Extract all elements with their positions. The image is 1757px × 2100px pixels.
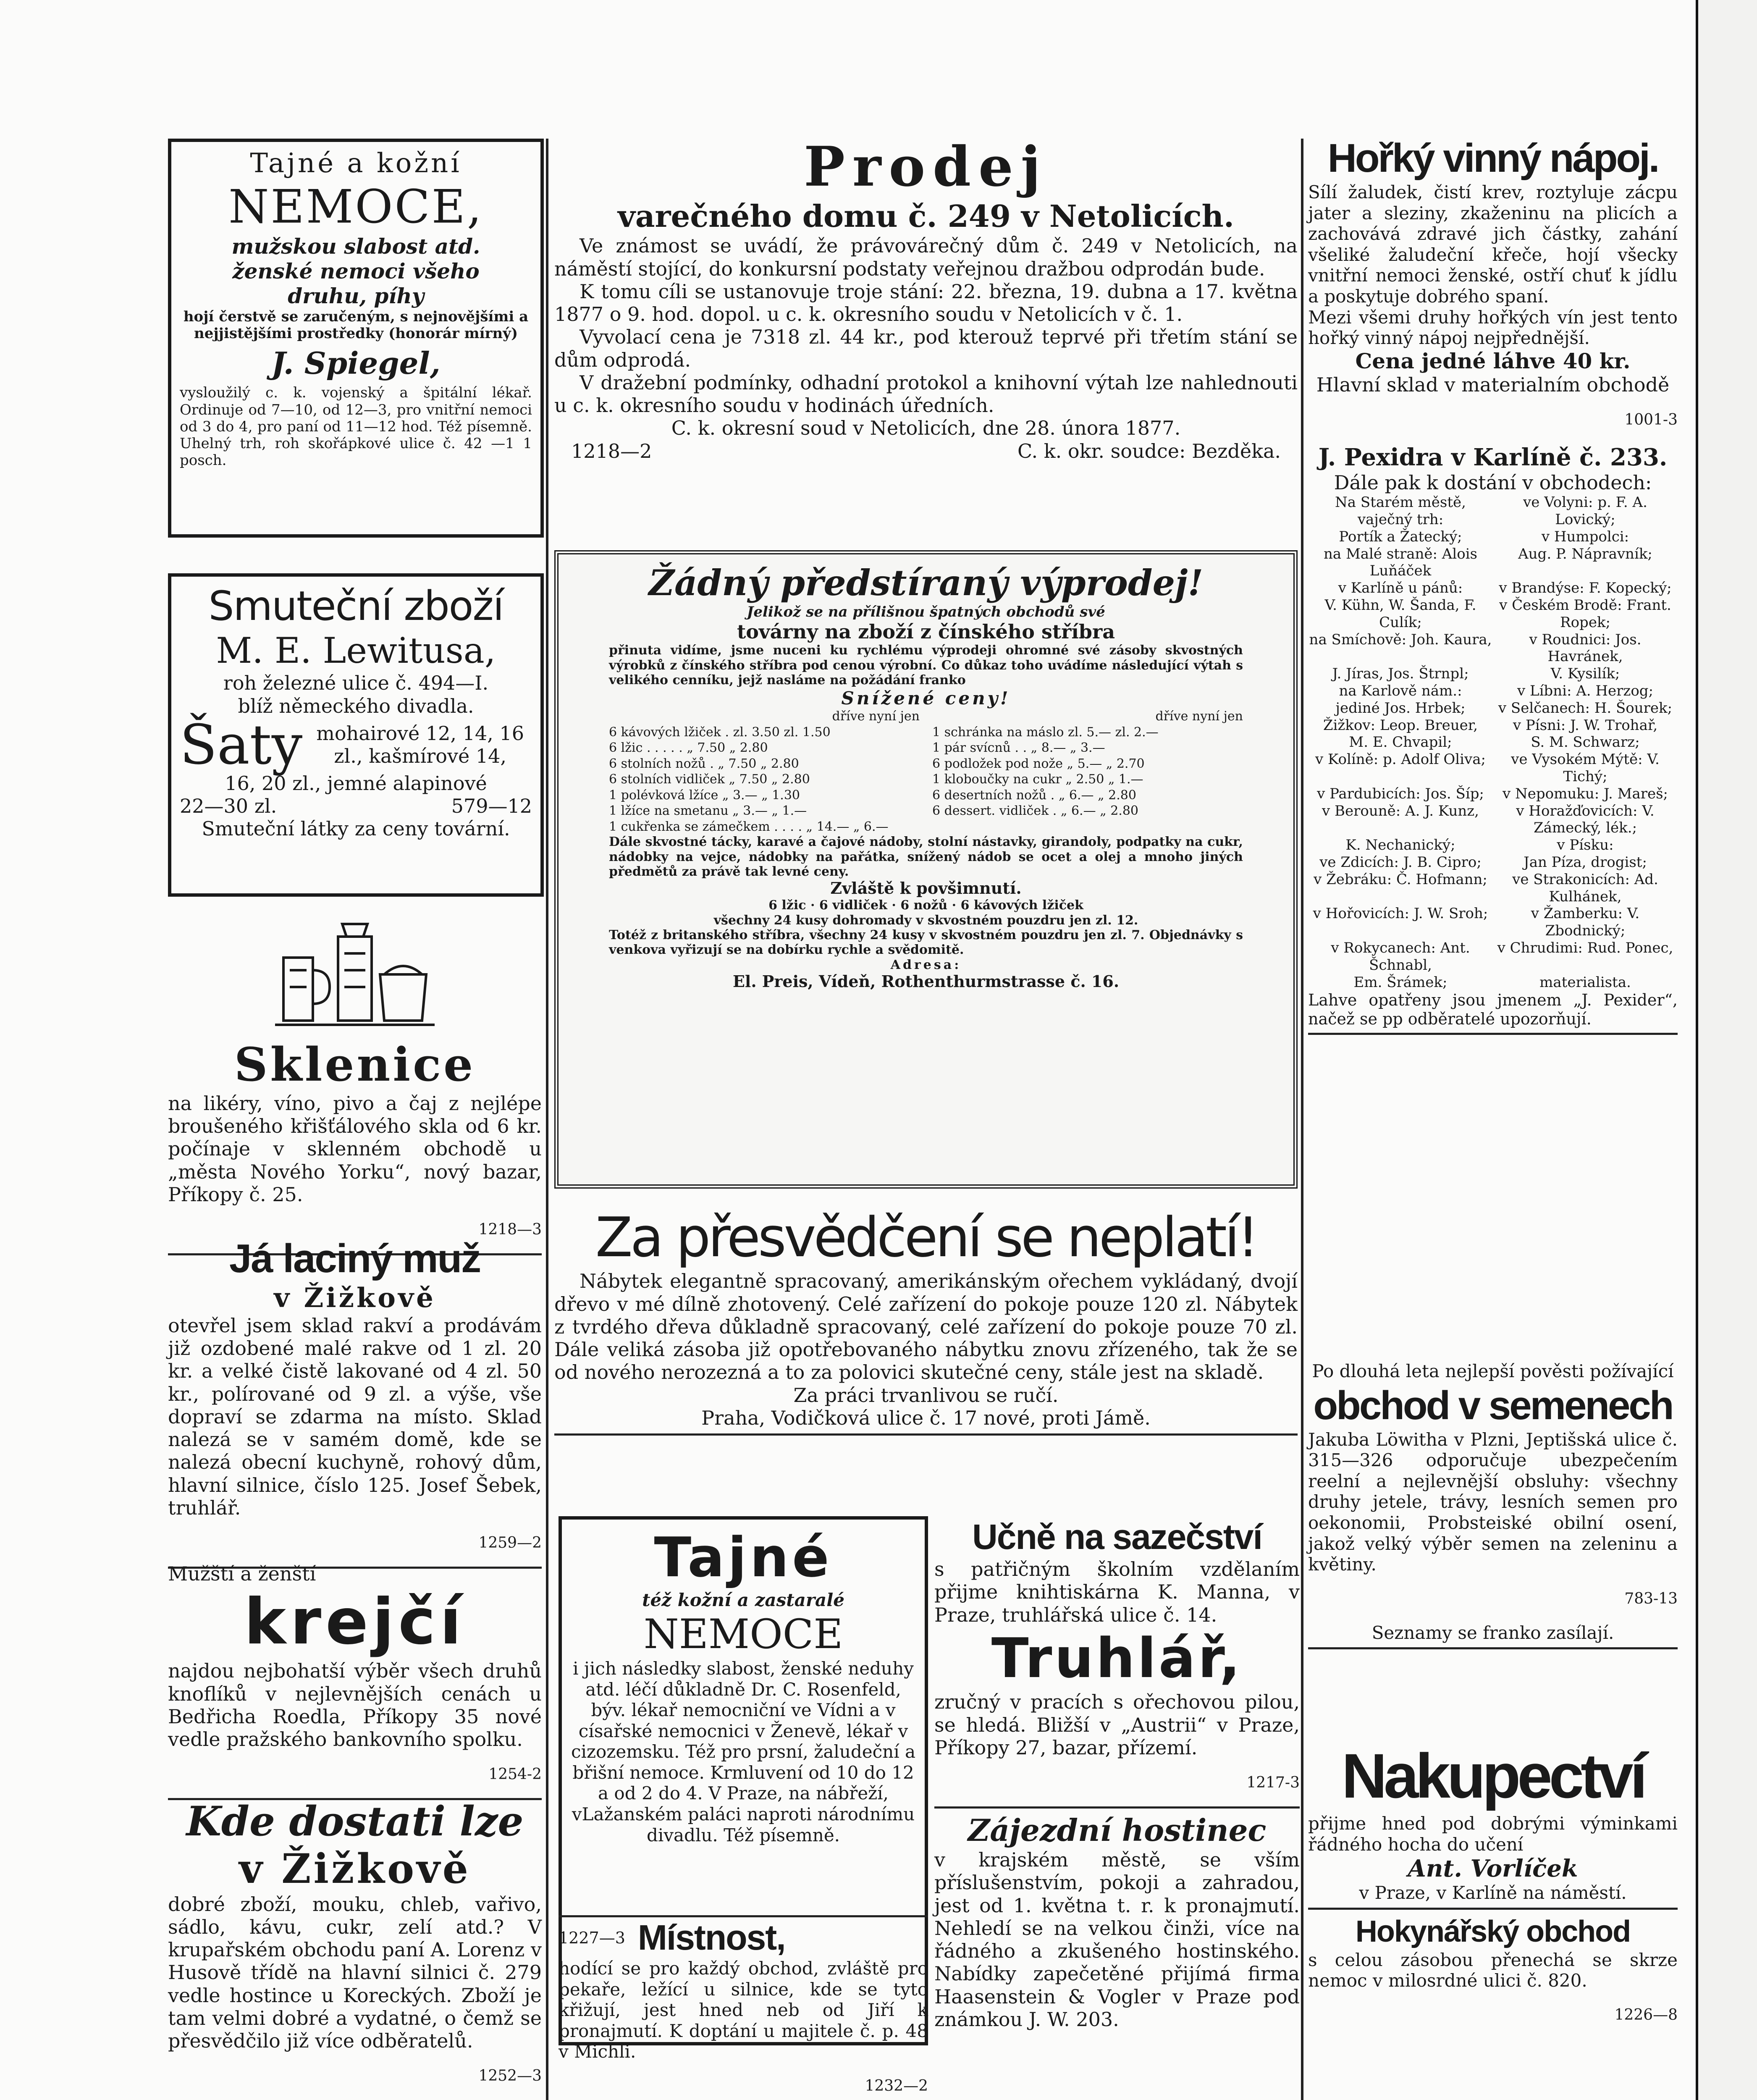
divider	[554, 1433, 1298, 1436]
price-row: 1 kloboučky na cukr „ 2.50 „ 1.—	[932, 772, 1143, 787]
mistnost-heading-row	[559, 1917, 928, 1958]
retailer-entry: J. Jíras, Jos. Štrnpl;	[1332, 665, 1469, 682]
retailer-entry: Jan Píza, drogist;	[1524, 853, 1647, 871]
retailer-entry: v Horažďovicích: V. Zámecký, lék.;	[1516, 802, 1655, 837]
retailer-entry: v Hořovicích: J. W. Sroh;	[1313, 905, 1488, 922]
ad-body: hojí čerstvě se zaručeným, s nejnovějšími a nejjistějšími prostředky (honorár mírný)	[183, 308, 529, 342]
ad-code: 1227—3	[559, 1928, 625, 1947]
retailer-entry: v Líbni: A. Herzog;	[1517, 682, 1654, 700]
ad-heading: Truhlář,	[991, 1626, 1243, 1690]
ad-line: druhu, píhy	[288, 284, 424, 309]
ad-right-col2	[934, 1516, 1300, 2031]
retailer-entry: v Roudnici: Jos. Havránek,	[1529, 631, 1642, 665]
ad-code: 1217-3	[1246, 1774, 1300, 1792]
ad-line: blíž německého divadla.	[238, 694, 474, 717]
ad-body: zručný v pracích s ořechovou pilou, se hledá. Bližší v „Austrii“ v Praze, Příkopy 27, bazar, přízemí.	[934, 1690, 1300, 1759]
ad-heading: Tajné	[654, 1525, 833, 1589]
ad-heading: Hokynářský obchod	[1355, 1914, 1631, 1948]
ad-code: 1001-3	[1624, 411, 1678, 428]
retailer-entry: v Selčanech: H. Šourek;	[1498, 699, 1673, 717]
retailer-entry: ve Zdicích: J. B. Cipro;	[1319, 853, 1482, 871]
ad-heading-large: NEMOCE	[643, 1610, 843, 1658]
ad-sklenice	[168, 911, 542, 1239]
ad-heading: Nakupectví	[1341, 1740, 1644, 1811]
ad-kde-dostati	[168, 1798, 542, 2100]
ad-heading: Místnost,	[637, 1918, 785, 1957]
ad-body: přinuta vidíme, jsme nuceni ku rychlému výprodeji ohromné své zásoby skvostných výrobků z čínského stříbra pod cenou výrobní. Co důkaz toho uvádíme následující výtah s velikého cenníku, jejž nasláme na požádání franko	[609, 643, 1243, 688]
ad-heading: Učně na sazečství	[972, 1517, 1262, 1557]
divider	[1308, 1647, 1678, 1649]
price-table	[609, 709, 1243, 835]
ad-smutecni-zbozi	[168, 573, 544, 897]
retailer-entry: v Nepomuku: J. Mareš;	[1503, 785, 1668, 802]
ad-laciny-muz	[168, 1235, 542, 1571]
ad-body: Nábytek elegantně spracovaný, amerikánským ořechem vykládaný, dvojí dřevo v mé dílně zhotovený. Celé zařízení do pokoje pouze 120 zl. Nábytek z tvrdého dřeva důkladně spracovaný, celé zařízení do pokoje pouze 70 zl. Dále veliká zásoba již opotřebovaného nábytku znovu zřízeného, tak že se od nového nerozezná a to za polovici skutečné ceny, stále jest na skladě.	[554, 1270, 1298, 1384]
retailer-entry: v Písni: J. W. Trohař,	[1513, 717, 1658, 734]
retailer-entry: na Smíchově: Joh. Kaura,	[1309, 631, 1492, 648]
ad-code: 783-13	[1624, 1590, 1678, 1607]
price-row: 6 podložek pod nože „ 5.— „ 2.70	[932, 756, 1145, 771]
ad-line: 16, 20 zl., jemné alapinové	[225, 772, 487, 795]
retailer-entry: v Rokycanech: Ant. Šchnabl,	[1331, 939, 1470, 974]
ad-paragraph: Ve známost se uvádí, že právovárečný dům č. 249 v Netolicích, na náměstí stojící, do konkursní podstaty veřejnou dražbou odprodán bude.	[554, 234, 1298, 280]
retailer-entry: v Berouně: A. J. Kunz,	[1322, 802, 1479, 819]
price-row: 6 stolních nožů . „ 7.50 „ 2.80	[609, 756, 799, 771]
retailer-entry: v Humpolci:	[1541, 528, 1629, 545]
ad-body: s patřičným školním vzdělaním přijme knihtiskárna K. Manna, v Praze, truhlářská ulice č. 14.	[934, 1558, 1300, 1626]
retailer-entry: v Písku:	[1557, 837, 1614, 854]
ad-body: Sílí žaludek, čistí krev, roztyluje zácpu jater a sleziny, zkaženinu na plicích a zachovává zdravé jich částky, zahání všeliké žaludeční křeče, hojí všecky vnitřní nemoci ženské, ostří chuť k jídlu a poskytuje dobrého spaní.	[1308, 182, 1678, 307]
ad-line: Dále pak k dostání v obchodech:	[1334, 471, 1652, 494]
ad-heading: Za přesvědčení se neplatí!	[595, 1205, 1257, 1269]
divider	[1308, 1033, 1678, 1035]
ad-paragraph: K tomu cíli se ustanovuje troje stání: 22. března, 19. dubna a 17. května 1877 o 9. hod. dopol. u c. k. okresního soudu v Netolicích v č. 1.	[554, 280, 1298, 326]
price-row: 1 schránka na máslo zl. 5.— zl. 2.—	[932, 724, 1159, 740]
price-column-left	[609, 709, 920, 835]
retailer-entry: ve Volyni: p. F. A. Lovický;	[1523, 494, 1647, 528]
ad-code: 1232—2	[865, 2077, 928, 2095]
retailer-list	[1308, 494, 1678, 991]
ad-subheading: Snížené ceny!	[841, 688, 1011, 709]
retailer-entry: v Žebráku: Č. Hofmann;	[1314, 871, 1487, 888]
ad-heading: Kde dostati lze	[186, 1798, 524, 1845]
ad-subheading: v Žižkově	[239, 1845, 471, 1893]
ad-za-presvedceni	[554, 1205, 1298, 1508]
ad-body: v krajském městě, se vším příslušenstvím, pokoji a zahradou, jest od 1. května t. r. k pronajmutí. Nehledí se na velkou činži, více na řádného a zkušeného hostinského. Nabídky zapečetěné přijímá firma Haasenstein & Vogler v Praze pod známkou J. W. 203.	[934, 1848, 1300, 2031]
ad-heading: Sklenice	[234, 1037, 476, 1092]
ad-code: 1252—3	[478, 2067, 542, 2085]
divider	[934, 1806, 1300, 1809]
column-header: dříve nyní jen	[1155, 709, 1243, 724]
ad-heading: obchod v semenech	[1313, 1383, 1673, 1428]
retailer-entry: V. Kühn, W. Šanda, F. Culík;	[1324, 597, 1476, 631]
retailer-entry: M. E. Chvapil;	[1349, 734, 1452, 751]
ad-code: 1218—2	[571, 439, 652, 462]
ad-line: roh železné ulice č. 494—I.	[223, 672, 489, 695]
ad-line: v Praze, v Karlíně na náměstí.	[1359, 1882, 1627, 1903]
column-header: dříve nyní jen	[832, 709, 920, 724]
ad-line: továrny na zboží z čínského stříbra	[737, 620, 1115, 643]
column-rule	[1301, 139, 1303, 2100]
ad-body: Dále skvostné tácky, karavé a čajové nádoby, stolní nástavky, girandoly, podpatky na cukr, nádobky na vejce, nádobky na pařátka, snížený nádob se ocet a olej a mnoho jiných předmětů za právě tak levné ceny.	[609, 835, 1243, 879]
glassware-illustration	[168, 911, 542, 1037]
ad-subheading: v Žižkově	[274, 1282, 436, 1314]
ad-line: Po dlouhá leta nejlepší pověsti požívající	[1312, 1361, 1674, 1381]
ad-nakupectvi	[1308, 1739, 1678, 2100]
ad-heading: Hořký vinný nápoj.	[1327, 136, 1658, 181]
ad-tajne-kozni-nemoce	[168, 139, 544, 538]
retailer-entry: Na Starém městě, vaječný trh:	[1335, 494, 1466, 528]
address: El. Preis, Vídeň, Rothenthurmstrasse č. 16.	[732, 972, 1120, 991]
price-row	[180, 795, 532, 817]
ad-line: 22—30 zl.	[180, 795, 277, 818]
saty-text: mohairové 12, 14, 16 zl., kašmírové 14,	[316, 722, 524, 767]
ad-body: hodící se pro každý obchod, zvláště pro pekaře, ležící u silnice, kde se tyto křižují, jest hned neb od Jiří k pronajmutí. K doptání u majitele č. p. 48 v Michli.	[559, 1958, 928, 2062]
retailer-entry: Žižkov: Leop. Breuer,	[1323, 717, 1478, 734]
page-edge	[1696, 0, 1757, 2100]
price-column-right	[932, 709, 1243, 835]
ad-body: i jich následky slabost, ženské neduhy atd. léčí důkladně Dr. C. Rosenfeld, býv. lékař nemocniční ve Vídni a v císařské nemocnici v Ženevě, lékař v cizozemsku. Též pro prsní, žaludeční a břišní nemoce. Krmluvení od 10 do 12 a od 2 do 4. V Praze, na nábřeží, vLažanském paláci naproti národnímu divadlu. Též písemně.	[571, 1658, 916, 1845]
ad-subheading: varečného domu č. 249 v Netolicích.	[618, 198, 1234, 234]
ad-code: 579—12	[451, 795, 532, 818]
ad-note: Seznamy se franko zasílají.	[1372, 1622, 1614, 1643]
price-row: 6 stolních vidliček „ 7.50 „ 2.80	[609, 772, 810, 787]
ad-heading: Zájezdní hostinec	[968, 1812, 1267, 1848]
ad-signature: C. k. okr. soudce: Bezděka.	[1017, 439, 1281, 462]
ad-body: Mezi všemi druhy hořkých vín jest tento hořký vinný nápoj nejpřednější.	[1308, 307, 1678, 349]
ad-line: mužskou slabost atd.	[231, 234, 480, 259]
ad-prodej	[554, 134, 1298, 554]
retailer-entry: na Malé straně: Alois Luňáček	[1324, 545, 1477, 580]
ad-code: 1259—2	[478, 1534, 542, 1552]
ad-paragraph: Vyvolací cena je 7318 zl. 44 kr., pod kterouž teprvé při třetím stání se dům odprodá.	[554, 326, 1298, 371]
ad-line: Praha, Vodičková ulice č. 17 nové, proti Jámě.	[701, 1406, 1151, 1429]
ad-line: též kožní a zastaralé	[642, 1590, 844, 1611]
ad-krejci	[168, 1562, 542, 1798]
ad-heading: Prodej	[804, 134, 1048, 199]
retailer-entry: v Žamberku: V. Zbodnický;	[1531, 905, 1640, 940]
retailer-entry: ve Strakonicích: Ad. Kulhánek,	[1512, 871, 1658, 905]
ad-heading: Smuteční zboží	[208, 583, 503, 630]
ad-body: otevřel jsem sklad rakví a prodávám již ozdobené malé rakve od 1 zl. 20 kr. a velké čistě lakované od 4 zl. 50 kr., polírované od 9 zl. a výše, vše dopraví se zdarma na místo. Sklad nalezá se v samém domě, kde se nalezá obecní kuchyně, rohový dům, hlavní silnice, číslo 125. Josef Šebek, truhlář.	[168, 1314, 542, 1519]
ad-subheading: Zvláště k povšimnutí.	[830, 879, 1022, 898]
ad-note: Lahve opatřeny jsou jmenem „J. Pexider“, načež se pp odběratelé upozorňují.	[1308, 991, 1678, 1029]
ad-line: Jelikož se na přílišnou špatných obchodů své	[747, 604, 1105, 621]
price-row: 1 polévková lžíce „ 3.— „ 1.30	[609, 788, 800, 803]
ad-body: Totéž z britanského stříbra, všechny 24 kusy v skvostném pouzdru jen zl. 7. Objednávky s venkova vyřizují se na dobírku rychle a svědomitě.	[609, 927, 1243, 958]
price-row: 1 pár svícnů . . „ 8.— „ 3.—	[932, 740, 1105, 756]
retailer-entry: K. Nechanický;	[1345, 837, 1455, 854]
ad-line: 6 lžic · 6 vidliček · 6 nožů · 6 kávových lžiček	[768, 898, 1083, 913]
retailer-entry: na Karlově nám.:	[1339, 682, 1462, 700]
ad-body: s celou zásobou přenechá se skrze nemoc v milosrdné ulici č. 820.	[1308, 1949, 1678, 1991]
ad-name: Ant. Vorlíček	[1408, 1855, 1578, 1883]
price-row: 6 lžic . . . . . „ 7.50 „ 2.80	[609, 740, 768, 756]
ad-code: 1226—8	[1614, 2006, 1678, 2024]
ad-code: 1218—3	[478, 1221, 542, 1239]
ad-paragraph: V dražební podmínky, odhadní protokol a knihovní výtah lze nahlednouti u c. k. okresního soudu v hodinách úředních.	[554, 371, 1298, 417]
ad-paragraph: C. k. okresní soud v Netolicích, dne 28. února 1877.	[671, 417, 1181, 440]
retailer-entry: V. Kysilík;	[1550, 665, 1620, 682]
retailer-entry: v Karlíně u pánů:	[1338, 580, 1463, 597]
ad-body: vysloužilý c. k. vojenský a špitální lékař. Ordinuje od 7—10, od 12—3, pro vnitřní nemoci od 3 do 4, pro paní od 11—12 hod. Též písemně. Uhelný trh, roh skořápkové ulice č. 42 —1 1 posch.	[180, 384, 532, 469]
ad-body: dobré zboží, mouku, chleb, vařivo, sádlo, kávu, cukr, zelí atd.? V krupařském obchodu paní A. Lorenz v Husově třídě na hlavní silnici č. 279 vedle hostince u Koreckých. Zboží je tam velmi dobré a vydatné, o čemž se přesvědčilo již více odběratelů.	[168, 1893, 542, 2053]
retailer-entry: materialista.	[1539, 974, 1631, 991]
retailer-entry: v Brandýse: F. Kopecký;	[1499, 580, 1672, 597]
ad-heading: Já laciný muž	[229, 1236, 481, 1281]
ad-line: Smuteční látky za ceny tovární.	[202, 817, 510, 840]
ad-semena	[1308, 1361, 1678, 1722]
ad-line: všechny 24 kusy dohromady v skvostném pouzdru jen zl. 12.	[713, 913, 1138, 928]
retailer-entry: v Pardubicích: Jos. Šíp;	[1317, 785, 1484, 802]
signature-row	[554, 440, 1298, 462]
ad-line: Hlavní sklad v materialním obchodě	[1316, 373, 1670, 396]
ad-body: Jakuba Löwitha v Plzni, Jeptišská ulice č. 315—326 odporučuje ubezpečením reelní a nejlevnější obsluhy: všechny druhy jetele, trávy, lesních semen pro oekonomii, Probsteiské obilní osení, jakož velký výběr semen na zeleninu a květiny.	[1308, 1429, 1678, 1575]
retailer-entry: Em. Šrámek;	[1353, 974, 1448, 991]
ad-horky-vinny-napoj	[1308, 134, 1678, 1340]
column-rule	[546, 139, 548, 2100]
retailer-entry: Portík a Žatecký;	[1339, 528, 1462, 545]
ad-line: ženské nemoci všeho	[232, 259, 480, 284]
ad-line: Za práci trvanlivou se ručí.	[793, 1383, 1059, 1407]
saty-heading: Šaty	[180, 712, 303, 777]
price-row: 1 lžíce na smetanu „ 3.— „ 1.—	[609, 803, 807, 819]
retailer-entry: v Chrudimi: Rud. Ponec,	[1497, 939, 1673, 956]
retailer-entry: Aug. P. Nápravník;	[1518, 545, 1652, 562]
ad-mistnost	[559, 1915, 928, 2100]
ad-body: najdou nejbohatší výběr všech druhů knoflíků v nejlevnějších cenách u Bedřicha Roedla, Příkopy 35 nové vedle pražského bankovního spolku.	[168, 1659, 542, 1751]
ad-heading: krejčí	[244, 1586, 466, 1659]
retailer-entry: ve Vysokém Mýtě: V. Tichý;	[1511, 751, 1660, 785]
price-row: 6 desertních nožů . „ 6.— „ 2.80	[932, 788, 1136, 803]
ad-price: Cena jedné láhve 40 kr.	[1355, 348, 1631, 373]
ad-code: 1254-2	[488, 1766, 542, 1783]
ad-body: přijme hned pod dobrými výminkami řádného hocha do učení	[1308, 1813, 1678, 1855]
price-row: 1 cukřenka se zámečkem . . . . „ 14.— „ 6.—	[609, 819, 889, 834]
retailer-entry: S. M. Schwarz;	[1531, 734, 1640, 751]
price-row: 6 dessert. vidliček . „ 6.— „ 2.80	[932, 803, 1138, 819]
ad-name: J. Spiegel,	[271, 345, 441, 381]
retailer-entry: v Kolíně: p. Adolf Oliva;	[1315, 751, 1486, 768]
ad-heading: Tajné a kožní	[250, 148, 462, 179]
ad-body: na likéry, víno, pivo a čaj z nejlépe broušeného křišťálového skla od 6 kr. počínaje v sklenném obchodě u „města Nového Yorku“, nový bazar, Příkopy č. 25.	[168, 1092, 542, 1206]
price-row: 6 kávových lžiček . zl. 3.50 zl. 1.50	[609, 724, 831, 740]
saty-row	[180, 712, 532, 777]
ad-firm: J. Pexidra v Karlíně č. 233.	[1318, 443, 1668, 471]
ad-vyprodej	[554, 550, 1298, 1189]
ad-heading: Žádný předstíraný výprodej!	[648, 562, 1204, 604]
retailer-entry: jediné Jos. Hrbek;	[1335, 699, 1466, 717]
ad-name: M. E. Lewitusa,	[216, 630, 496, 672]
retailer-entry: v Českém Brodě: Frant. Ropek;	[1499, 597, 1671, 631]
ad-heading-large: NEMOCE,	[228, 179, 483, 234]
address-label: Adresa:	[890, 957, 962, 972]
ad-line: Mužští a ženští	[168, 1562, 316, 1585]
divider	[1308, 1908, 1678, 1910]
